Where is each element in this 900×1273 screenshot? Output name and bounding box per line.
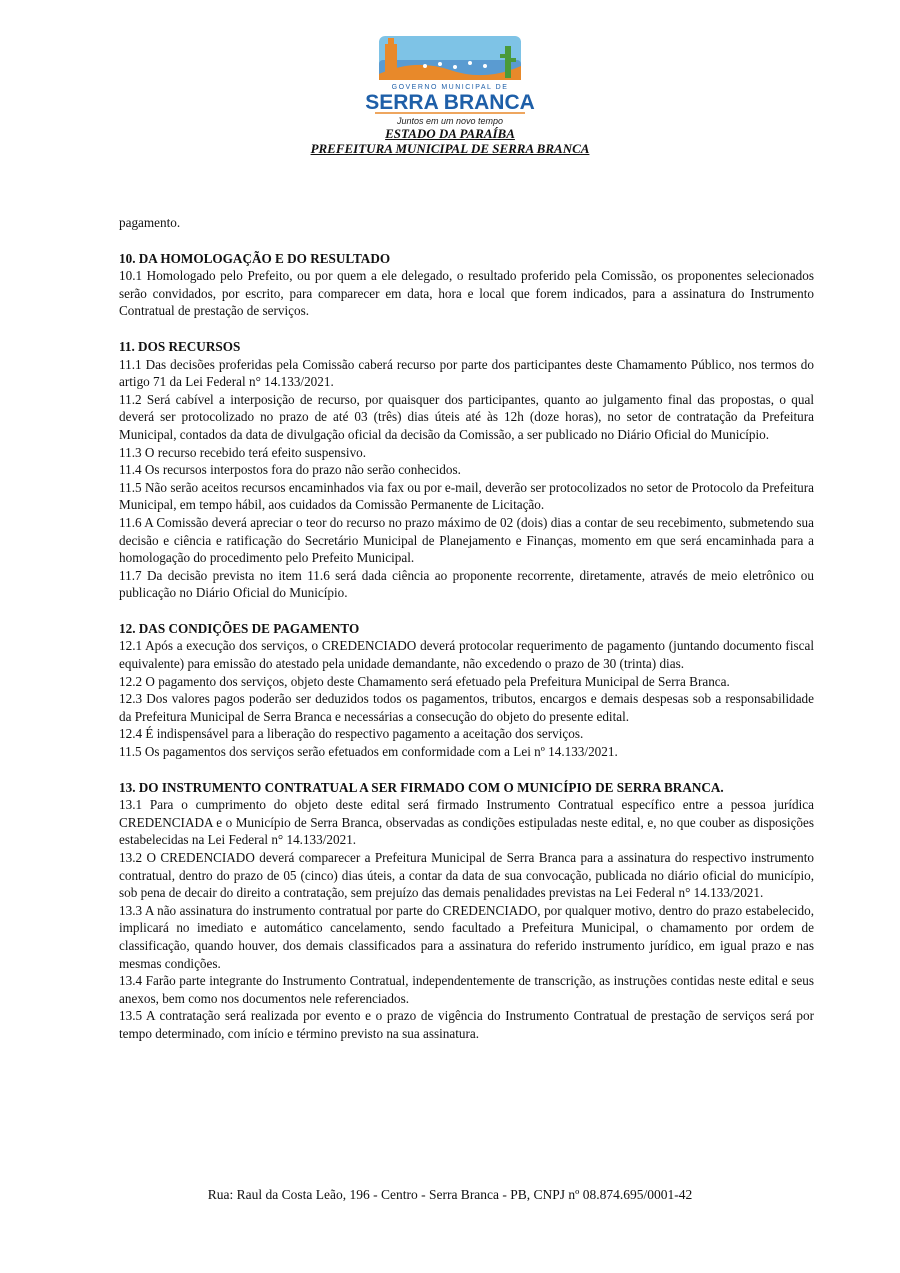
page-header (0, 30, 900, 156)
paragraph-13-3: 13.3 A não assinatura do instrumento contratual por parte do CREDENCIADO, por qualquer motivo, dentro do prazo estabelecido, implicará no imediato e automático cancelamento, sendo facultado a Prefeitura Municipal, o chamamento por ordem de classificação, quando houver, dos demais classificados para a assinatura do referido instrumento jurídico, em igual prazo e nas mesmas condições. (119, 902, 814, 971)
paragraph-12-1: 12.1 Após a execução dos serviços, o CREDENCIADO deverá protocolar requerimento de pagamento (juntando documento fiscal equivalente) para emissão do atestado pela unidade demandante, não excedendo o prazo de 30 (trinta) dias. (119, 638, 814, 672)
paragraph-11-2: 11.2 Será cabível a interposição de recurso, por quaisquer dos participantes, quanto ao julgamento final das propostas, o qual deverá ser protocolizado no prazo de até 03 (três) dias úteis até às 12h (doze horas), no setor de contratação da Prefeitura Municipal, contados da data de divulgação oficial da decisão da Comissão, a ser publicado no Diário Oficial do Município. (119, 391, 814, 442)
state-heading: ESTADO DA PARAÍBA (385, 126, 515, 141)
page-footer-address: Rua: Raul da Costa Leão, 196 - Centro - Serra Branca - PB, CNPJ nº 08.874.695/0001-42 (207, 1187, 693, 1202)
serra-branca-logo (345, 30, 555, 126)
paragraph-11-6: 11.6 A Comissão deverá apreciar o teor do recurso no prazo máximo de 02 (dois) dias a contar de seu recebimento, submetendo sua decisão e ciência e ratificação do Secretário Municipal de Planejamento e Finanças, momento em que será encaminhada para a homologação do procedimento pelo Prefeito Municipal. (119, 514, 814, 566)
paragraph-12-5: 11.5 Os pagamentos dos serviços serão efetuados em conformidade com a Lei nº 14.133/2021. (119, 744, 618, 760)
logo-name: SERRA BRANCA (365, 91, 535, 114)
paragraph-12-2: 12.2 O pagamento dos serviços, objeto deste Chamamento será efetuado pela Prefeitura Municipal de Serra Branca. (119, 673, 730, 689)
section-11-title: 11. DOS RECURSOS (119, 338, 241, 354)
prefecture-heading: PREFEITURA MUNICIPAL DE SERRA BRANCA (310, 141, 590, 156)
paragraph-11-5: 11.5 Não serão aceitos recursos encaminhados via fax ou por e-mail, deverão ser protocolizados no setor de Protocolo da Prefeitura Municipal, em tempo hábil, aos cuidados da Comissão Permanente de Licitação. (119, 479, 814, 513)
paragraph-11-3: 11.3 O recurso recebido terá efeito suspensivo. (119, 444, 367, 460)
intro-fragment: pagamento. (119, 215, 181, 230)
paragraph-10-1: 10.1 Homologado pelo Prefeito, ou por quem a ele delegado, o resultado proferido pela Comissão, os proponentes selecionados serão convidados, por escrito, para comparecer em data, hora e local que forem indicados, para a assinatura do Instrumento Contratual de prestação de serviços. (119, 268, 814, 319)
paragraph-11-1: 11.1 Das decisões proferidas pela Comissão caberá recurso por parte dos participantes deste Chamamento Público, nos termos do artigo 71 da Lei Federal n° 14.133/2021. (119, 356, 814, 390)
paragraph-11-7: 11.7 Da decisão prevista no item 11.6 será dada ciência ao proponente recorrente, diretamente, através de meio eletrônico ou publicação no Diário Oficial do Município. (119, 567, 814, 601)
paragraph-13-1: 13.1 Para o cumprimento do objeto deste edital será firmado Instrumento Contratual específico entre a pessoa jurídica CREDENCIADA e o Município de Serra Branca, observadas as condições estipuladas neste edital, e, no que couber as disposições estabelecidas na Lei Federal n° 14.133/2021. (119, 797, 814, 848)
paragraph-12-4: 12.4 É indispensável para a liberação do respectivo pagamento a aceitação dos serviços. (119, 726, 584, 742)
section-12-title: 12. DAS CONDIÇÕES DE PAGAMENTO (119, 620, 360, 636)
paragraph-12-3: 12.3 Dos valores pagos poderão ser deduzidos todos os pagamentos, tributos, encargos e demais despesas sob a responsabilidade da Prefeitura Municipal de Serra Branca e necessárias a consecução do objeto do presente edital. (119, 691, 814, 724)
logo-top-line: GOVERNO MUNICIPAL DE (391, 84, 509, 91)
paragraph-13-4: 13.4 Farão parte integrante do Instrumento Contratual, independentemente de transcrição, as instruções contidas neste edital e seus anexos, bem como nos documentos nele referenciados. (119, 973, 814, 1006)
document-body (119, 214, 814, 1043)
paragraph-13-2: 13.2 O CREDENCIADO deverá comparecer a Prefeitura Municipal de Serra Branca para a assinatura do respectivo instrumento contratual, dentro do prazo de 05 (cinco) dias úteis, a contar da data de sua convocação, publicada no diário oficial do município, sob pena de decair do direito a contratação, sem prejuízo das demais penalidades previstas na Lei Federal n° 14.133/2021. (119, 850, 814, 901)
section-13-title: 13. DO INSTRUMENTO CONTRATUAL A SER FIRMADO COM O MUNICÍPIO DE SERRA BRANCA. (119, 779, 724, 795)
paragraph-11-4: 11.4 Os recursos interpostos fora do prazo não serão conhecidos. (119, 462, 461, 478)
section-10-title: 10. DA HOMOLOGAÇÃO E DO RESULTADO (119, 250, 391, 266)
logo-slogan: Juntos em um novo tempo (396, 116, 504, 126)
paragraph-13-5: 13.5 A contratação será realizada por evento e o prazo de vigência do Instrumento Contratual de prestação de serviços será por tempo determinado, com início e término previsto na sua assinatura. (119, 1008, 814, 1041)
